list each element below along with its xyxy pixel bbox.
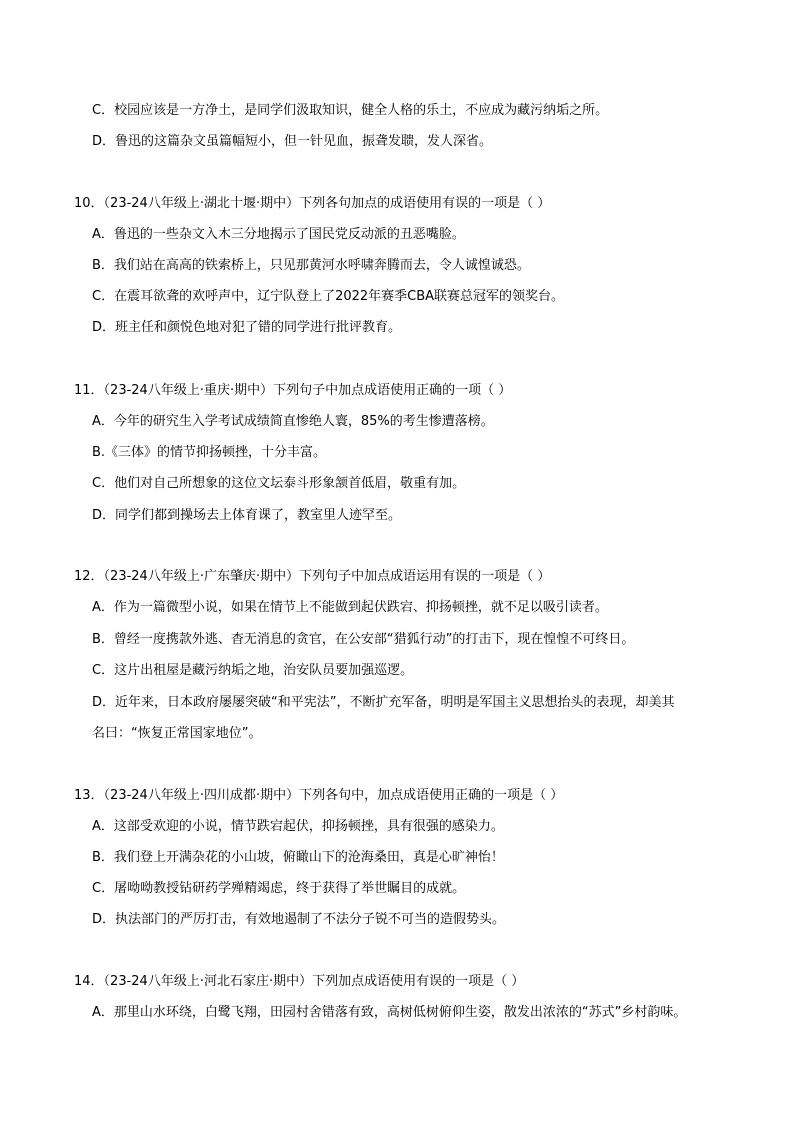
question-10-option-b: B．我们站在高高的铁索桥上，只见那黄河水呼啸奔腾而去，令人诚惶诚恐。 [92,258,530,273]
question-11-option-a: A．今年的研究生入学考试成绩简直惨绝人寰，85%的考生惨遭落榜。 [92,414,494,429]
option-prev-c: C．校园应该是一方净土，是同学们汲取知识，健全人格的乐土，不应成为藏污纳垢之所。 [92,103,609,118]
question-13-stem: 13．（23-24八年级上·四川成都·期中）下列各句中，加点成语使用正确的一项是（ ） [74,788,564,803]
option-prev-d: D．鲁迅的这篇杂文虽篇幅短小，但一针见血，振聋发聩，发人深省。 [92,134,493,149]
question-11-option-c: C．他们对自己所想象的这位文坛泰斗形象颔首低眉，敬重有加。 [92,476,466,491]
question-13-option-c: C．屠呦呦教授钻研药学殚精竭虑，终于获得了举世瞩目的成就。 [92,881,466,896]
question-10-option-c: C．在震耳欲聋的欢呼声中，辽宁队登上了2022年赛季CBA联赛总冠军的领奖台。 [92,289,565,304]
question-12-option-b: B．曾经一度携款外逃、杳无消息的贪官，在公安部“猎狐行动”的打击下，现在惶惶不可终日。 [92,632,635,647]
question-10-option-a: A．鲁迅的一些杂文入木三分地揭示了国民党反动派的丑恶嘴脸。 [92,227,465,242]
question-12-stem: 12．（23-24八年级上·广东肇庆·期中）下列句子中加点成语运用有误的一项是（ ） [74,569,551,584]
question-12-option-a: A．作为一篇微型小说，如果在情节上不能做到起伏跌宕、抑扬顿挫，就不足以吸引读者。 [92,600,608,615]
question-13-option-d: D．执法部门的严厉打击，有效地遏制了不法分子锐不可当的造假势头。 [92,912,506,927]
question-10-option-d: D．班主任和颜悦色地对犯了错的同学进行批评教育。 [92,320,402,335]
question-12-option-c: C．这片出租屋是藏污纳垢之地，治安队员要加强巡逻。 [92,663,414,678]
question-11-stem: 11．（23-24八年级上·重庆·期中）下列句子中加点成语使用正确的一项（ ） [74,383,512,398]
question-10-stem: 10．（23-24八年级上·湖北十堰·期中）下列各句加点的成语使用有误的一项是（ ） [74,196,551,211]
question-12-option-d-continuation: 名曰：“恢复正常国家地位”。 [92,726,262,741]
question-11-option-d: D．同学们都到操场去上体育课了，教室里人迹罕至。 [92,508,402,523]
question-12-option-d: D．近年来，日本政府屡屡突破“和平宪法”，不断扩充军备，明明是军国主义思想抬头的表现，却美其 [92,695,675,710]
question-14-stem: 14．（23-24八年级上·河北石家庄·期中）下列加点成语使用有误的一项是（ ） [74,974,525,989]
question-13-option-a: A．这部受欢迎的小说，情节跌宕起伏，抑扬顿挫，具有很强的感染力。 [92,819,504,834]
question-14-option-a: A．那里山水环绕，白鹭飞翔，田园村舍错落有致，高树低树俯仰生姿，散发出浓浓的“苏式”乡村韵味。 [92,1005,687,1020]
question-13-option-b: B．我们登上开满杂花的小山坡，俯瞰山下的沧海桑田，真是心旷神怡！ [92,850,504,865]
question-11-option-b: B.《三体》的情节抑扬顿挫，十分丰富。 [92,445,327,460]
